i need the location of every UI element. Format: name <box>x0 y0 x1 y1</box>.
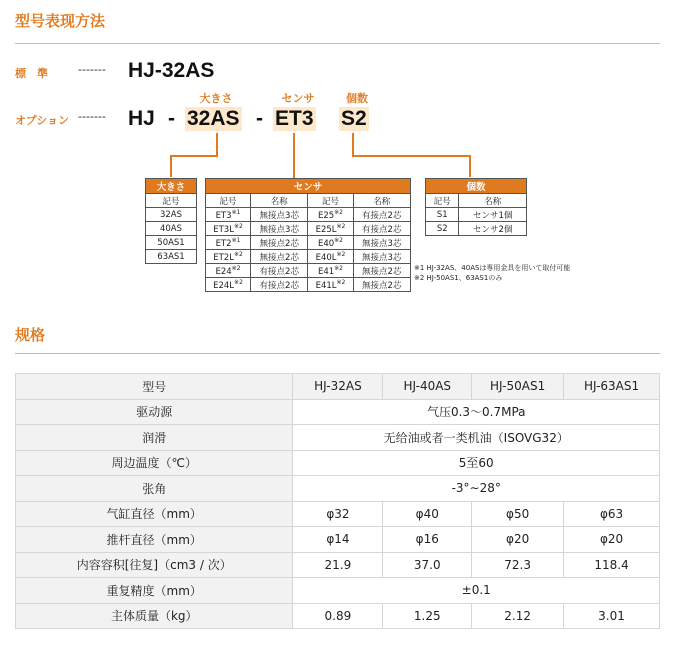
standard-code: HJ-32AS <box>128 59 215 82</box>
spec-value: φ40 <box>383 501 472 527</box>
sensor-name: 有接点2芯 <box>251 278 308 292</box>
spec-value: 5至60 <box>293 450 660 476</box>
option-label: オプション <box>15 114 70 127</box>
sensor-code: $E25L^{※2}$ <box>308 222 353 236</box>
spec-label: 驱动源 <box>16 399 293 425</box>
section-divider <box>15 353 660 354</box>
sensor-code: $E24L^{※2}$ <box>206 278 251 292</box>
qty-caption: 個数 <box>346 92 368 105</box>
spec-label: 主体质量（kg） <box>16 603 293 629</box>
spec-value: 气压0.3～0.7MPa <box>293 399 660 425</box>
sensor-name: 無接点3芯 <box>251 222 308 236</box>
table-row <box>16 552 660 578</box>
spec-label: 推杆直径（mm） <box>16 527 293 553</box>
spec-value: φ50 <box>472 501 564 527</box>
spec-value: -3°∼28° <box>293 476 660 502</box>
spec-value: 72.3 <box>472 552 564 578</box>
table-row <box>16 578 660 604</box>
size-caption: 大きさ <box>199 92 233 105</box>
size-table-col: 記号 <box>146 194 197 208</box>
table-row <box>16 476 660 502</box>
sensor-code: ET2$^{※1}$ <box>206 236 251 250</box>
table-row <box>16 450 660 476</box>
sensor-code: $E40L^{※2}$ <box>308 250 353 264</box>
sensor-name: 有接点2芯 <box>251 264 308 278</box>
spec-value: 3.01 <box>564 603 660 629</box>
spec-label: 周边温度（℃） <box>16 450 293 476</box>
spec-value: φ16 <box>383 527 472 553</box>
spec-label: 气缸直径（mm） <box>16 501 293 527</box>
footnote-2: ※2 HJ-50AS1、63AS1のみ <box>414 274 503 282</box>
table-row <box>16 527 660 553</box>
qty-col: 名称 <box>459 194 527 208</box>
qty-name: センサ2個 <box>459 222 527 236</box>
spec-value: φ63 <box>564 501 660 527</box>
table-row <box>16 425 660 451</box>
sensor-name: 無接点2芯 <box>353 278 411 292</box>
sensor-name: 無接点2芯 <box>251 250 308 264</box>
spec-header: HJ-32AS <box>293 374 383 400</box>
connector-size <box>170 133 218 157</box>
sensor-table-header: センサ <box>206 179 411 194</box>
qty-code: S2 <box>426 222 459 236</box>
size-option: 40AS <box>146 222 197 236</box>
sensor-code: E40$^{※2}$ <box>308 236 353 250</box>
spec-value: 无给油或者一类机油（ISOVG32） <box>293 425 660 451</box>
option-dashes: ------- <box>78 110 106 123</box>
sensor-code: E24$^{※2}$ <box>206 264 251 278</box>
sensor-code: $ET2L^{※2}$ <box>206 250 251 264</box>
qty-table-header: 個数 <box>426 179 527 194</box>
standard-dashes: ------- <box>78 63 106 76</box>
section-title-spec: 规格 <box>15 326 46 344</box>
size-option: 50AS1 <box>146 236 197 250</box>
sensor-name: 無接点3芯 <box>353 236 411 250</box>
sensor-col: 名称 <box>251 194 308 208</box>
size-option: 63AS1 <box>146 250 197 264</box>
spec-header: HJ-40AS <box>383 374 472 400</box>
qty-col: 記号 <box>426 194 459 208</box>
sensor-code: ET3$^{※1}$ <box>206 208 251 222</box>
sensor-code: $ET3L^{※2}$ <box>206 222 251 236</box>
sensor-col: 記号 <box>206 194 251 208</box>
spec-value: 0.89 <box>293 603 383 629</box>
sensor-code: E25$^{※2}$ <box>308 208 353 222</box>
option-qty: S2 <box>341 107 367 130</box>
sensor-name: 無接点3芯 <box>353 250 411 264</box>
sensor-col: 記号 <box>308 194 353 208</box>
size-option: 32AS <box>146 208 197 222</box>
section-divider <box>15 43 660 44</box>
size-table <box>145 178 197 264</box>
spec-value: φ32 <box>293 501 383 527</box>
qty-table <box>425 178 527 236</box>
sensor-caption: センサ <box>281 92 315 105</box>
spec-header: HJ-63AS1 <box>564 374 660 400</box>
option-size: 32AS <box>187 107 240 130</box>
connector-qty-drop <box>469 155 471 177</box>
qty-name: センサ1個 <box>459 208 527 222</box>
table-row <box>16 374 660 400</box>
option-prefix: HJ <box>128 107 155 130</box>
standard-label: 標 準 <box>15 67 48 80</box>
sensor-name: 有接点2芯 <box>353 208 411 222</box>
spec-value: φ14 <box>293 527 383 553</box>
qty-code: S1 <box>426 208 459 222</box>
size-table-header: 大きさ <box>146 179 197 194</box>
spec-table <box>15 373 660 629</box>
connector-sensor <box>293 133 295 178</box>
spec-header: HJ-50AS1 <box>472 374 564 400</box>
spec-value: φ20 <box>472 527 564 553</box>
spec-value: ±0.1 <box>293 578 660 604</box>
spec-label: 内容容积[往复]（cm3 / 次） <box>16 552 293 578</box>
sensor-code: $E41L^{※2}$ <box>308 278 353 292</box>
sensor-col: 名称 <box>353 194 411 208</box>
sensor-name: 有接点2芯 <box>353 222 411 236</box>
spec-label: 润滑 <box>16 425 293 451</box>
option-sep-1: - <box>168 107 175 130</box>
spec-value: 21.9 <box>293 552 383 578</box>
spec-label: 重复精度（mm） <box>16 578 293 604</box>
option-sep-2: - <box>256 107 263 130</box>
sensor-code: E41$^{※2}$ <box>308 264 353 278</box>
sensor-name: 無接点3芯 <box>251 208 308 222</box>
spec-value: 118.4 <box>564 552 660 578</box>
table-row <box>16 603 660 629</box>
spec-value: 37.0 <box>383 552 472 578</box>
spec-label: 张角 <box>16 476 293 502</box>
spec-value: φ20 <box>564 527 660 553</box>
sensor-name: 無接点2芯 <box>251 236 308 250</box>
section-title-model: 型号表现方法 <box>15 12 106 30</box>
spec-value: 2.12 <box>472 603 564 629</box>
table-row <box>16 399 660 425</box>
connector-qty <box>352 133 471 157</box>
spec-header: 型号 <box>16 374 293 400</box>
sensor-table <box>205 178 411 292</box>
spec-value: 1.25 <box>383 603 472 629</box>
table-row <box>16 501 660 527</box>
sensor-name: 無接点2芯 <box>353 264 411 278</box>
footnote-1: ※1 HJ-32AS、40ASは専用金具を用いて取付可能 <box>414 264 571 272</box>
option-sensor: ET3 <box>275 107 314 130</box>
connector-size-drop <box>170 155 172 177</box>
